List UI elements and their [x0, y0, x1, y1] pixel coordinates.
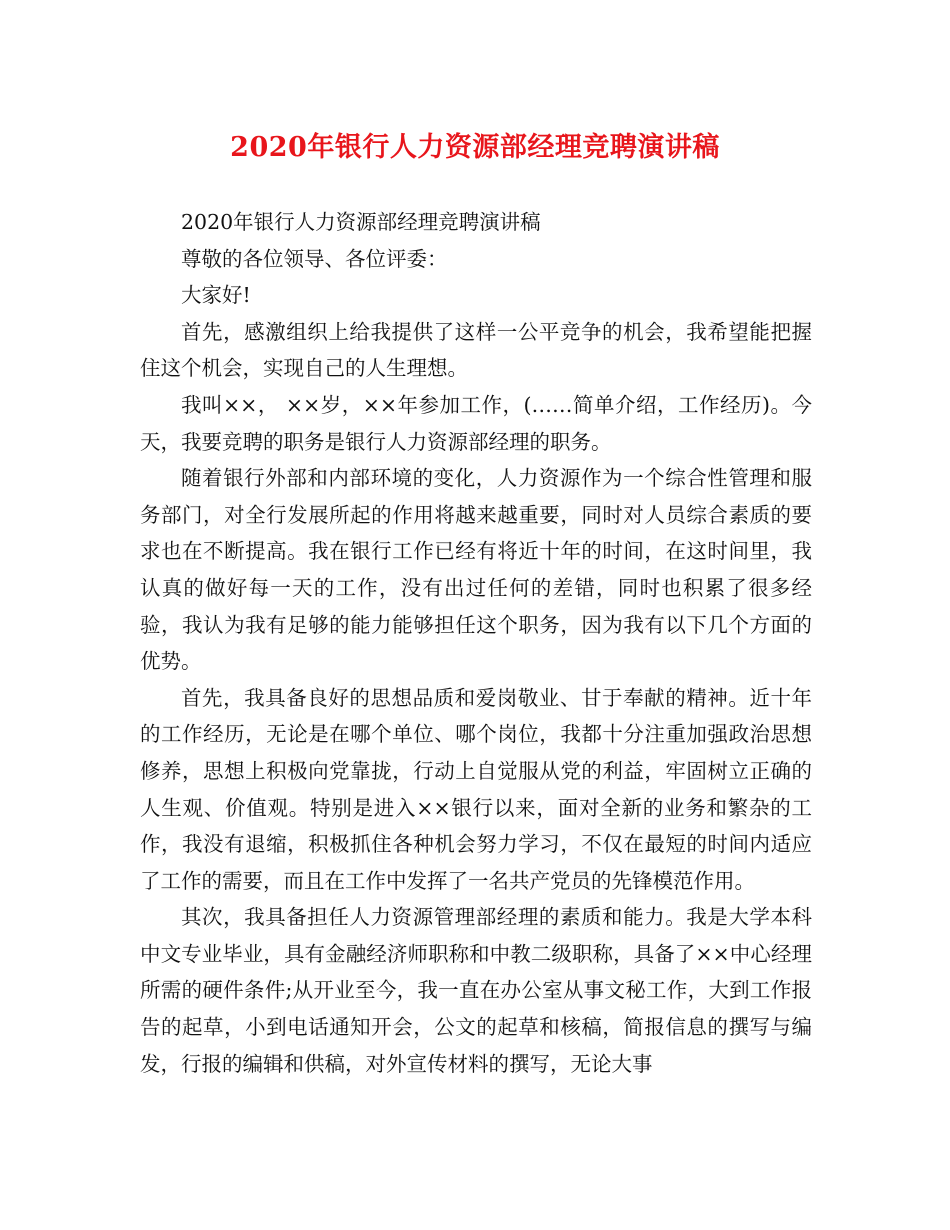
- body-paragraph: 尊敬的各位领导、各位评委：: [181, 246, 448, 271]
- body-paragraph: 随着银行外部和内部环境的变化，人力资源作为一个综合性管理和服务部门，对全行发展所起的作用将越来越重要，同时对人员综合素质的要求也在不断提高。我在银行工作已经有将近十年的时间，在这时间里，我认真的做好每一天的工作，没有出过任何的差错，同时也积累了很多经验，我认为我有足够的能力能够担任这个职务，因为我有以下几个方面的优势。: [140, 466, 812, 674]
- body-paragraph: 首先，感激组织上给我提供了这样一公平竞争的机会，我希望能把握住这个机会，实现自己的人生理想。: [140, 319, 812, 381]
- body-paragraph: 2020年银行人力资源部经理竞聘演讲稿: [181, 210, 541, 234]
- body-paragraph: 我叫××， ××岁，××年参加工作，(……简单介绍，工作经历)。今天，我要竞聘的职务是银行人力资源部经理的职务。: [140, 392, 812, 454]
- document-body: [140, 204, 812, 1082]
- body-paragraph: 首先，我具备良好的思想品质和爱岗敬业、甘于奉献的精神。近十年的工作经历，无论是在哪个单位、哪个岗位，我都十分注重加强政治思想修养，思想上积极向党靠拢，行动上自觉服从党的利益，牢固树立正确的人生观、价值观。特别是进入××银行以来，面对全新的业务和繁杂的工作，我没有退缩，积极抓住各种机会努力学习，不仅在最短的时间内适应了工作的需要，而且在工作中发挥了一名共产党员的先锋模范作用。: [140, 685, 812, 893]
- document-title: 2020年银行人力资源部经理竞聘演讲稿: [230, 132, 720, 163]
- body-paragraph: 大家好!: [181, 283, 251, 308]
- body-paragraph: 其次，我具备担任人力资源管理部经理的素质和能力。我是大学本科中文专业毕业，具有金融经济师职称和中教二级职称，具备了××中心经理所需的硬件条件;从开业至今，我一直在办公室从事文秘工作，大到工作报告的起草，小到电话通知开会，公文的起草和核稿，简报信息的撰写与编发，行报的编辑和供稿，对外宣传材料的撰写，无论大事: [140, 905, 812, 1076]
